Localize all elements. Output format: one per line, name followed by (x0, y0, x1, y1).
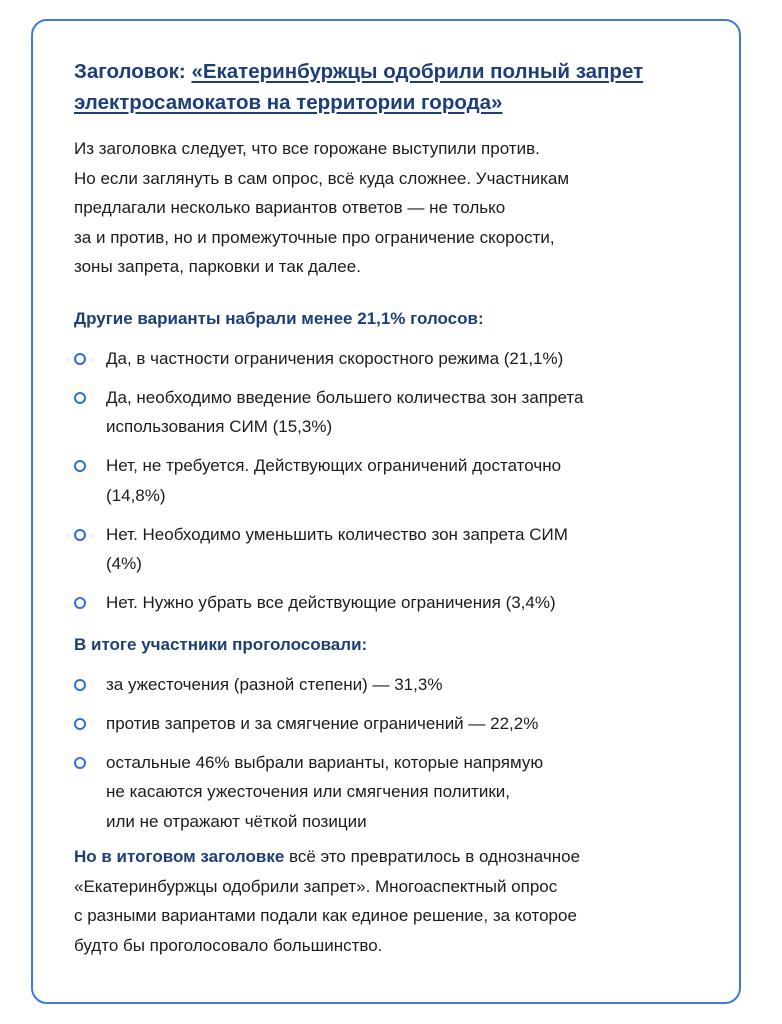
list-item-text: Нет. Нужно убрать все действующие ограничения (3,4%) (106, 593, 556, 612)
list-item (74, 451, 714, 510)
circle-bullet-icon (74, 529, 86, 541)
conclusion-bold: Но в итоговом заголовке (74, 847, 285, 866)
list-item-text: против запретов и за смягчение ограничений — 22,2% (106, 713, 539, 733)
circle-bullet-icon (74, 392, 86, 404)
headline-label: Заголовок: (74, 60, 192, 83)
list-item (74, 748, 714, 837)
circle-bullet-icon (74, 679, 86, 691)
article-body (74, 56, 714, 960)
results-list (74, 670, 714, 837)
list-item (74, 383, 714, 442)
circle-bullet-icon (74, 353, 86, 365)
circle-bullet-icon (74, 460, 86, 472)
intro-paragraph: Из заголовка следует, что все горожане выступили против. Но если заглянуть в сам опрос, всё куда сложнее. Участникам предлагали несколько вариантов ответов — не только за и против, но и промежуточные про ограничение скорости, зоны запрета, парковки и так далее. (74, 139, 570, 276)
circle-bullet-icon (74, 597, 86, 609)
list-item-text: Да, в частности ограничения скоростного режима (21,1%) (106, 348, 564, 368)
list-item (74, 520, 714, 579)
list-item-text: остальные 46% выбрали варианты, которые напрямую не касаются ужесточения или смягчения политики, или не отражают чёткой позиции (106, 752, 544, 831)
list-item (74, 709, 714, 739)
conclusion-paragraph (74, 842, 714, 960)
headline (74, 56, 714, 118)
list-item (74, 588, 714, 618)
results-title: В итоге участники проголосовали: (74, 634, 368, 654)
circle-bullet-icon (74, 757, 86, 769)
list-item-text: Нет, не требуется. Действующих ограничений достаточно (14,8%) (106, 456, 562, 505)
other-options-list (74, 344, 714, 618)
list-item-text: Да, необходимо введение большего количества зон запрета использования СИМ (15,3%) (106, 387, 584, 436)
headline-quote: «Екатеринбуржцы одобрили полный запрет электросамокатов на территории города» (74, 60, 644, 114)
list-item (74, 670, 714, 700)
conclusion-text: всё это превратилось в однозначное «Екатеринбуржцы одобрили запрет». Многоаспектный опрос с разными вариантами подали как единое решение, за которое будто бы проголосовало большинство. (74, 847, 581, 955)
circle-bullet-icon (74, 718, 86, 730)
list-item-text: за ужесточения (разной степени) — 31,3% (106, 674, 443, 694)
list-item (74, 344, 714, 374)
other-options-title: Другие варианты набрали менее 21,1% голосов: (74, 308, 484, 328)
list-item-text: Нет. Необходимо уменьшить количество зон запрета СИМ (4%) (106, 524, 568, 573)
